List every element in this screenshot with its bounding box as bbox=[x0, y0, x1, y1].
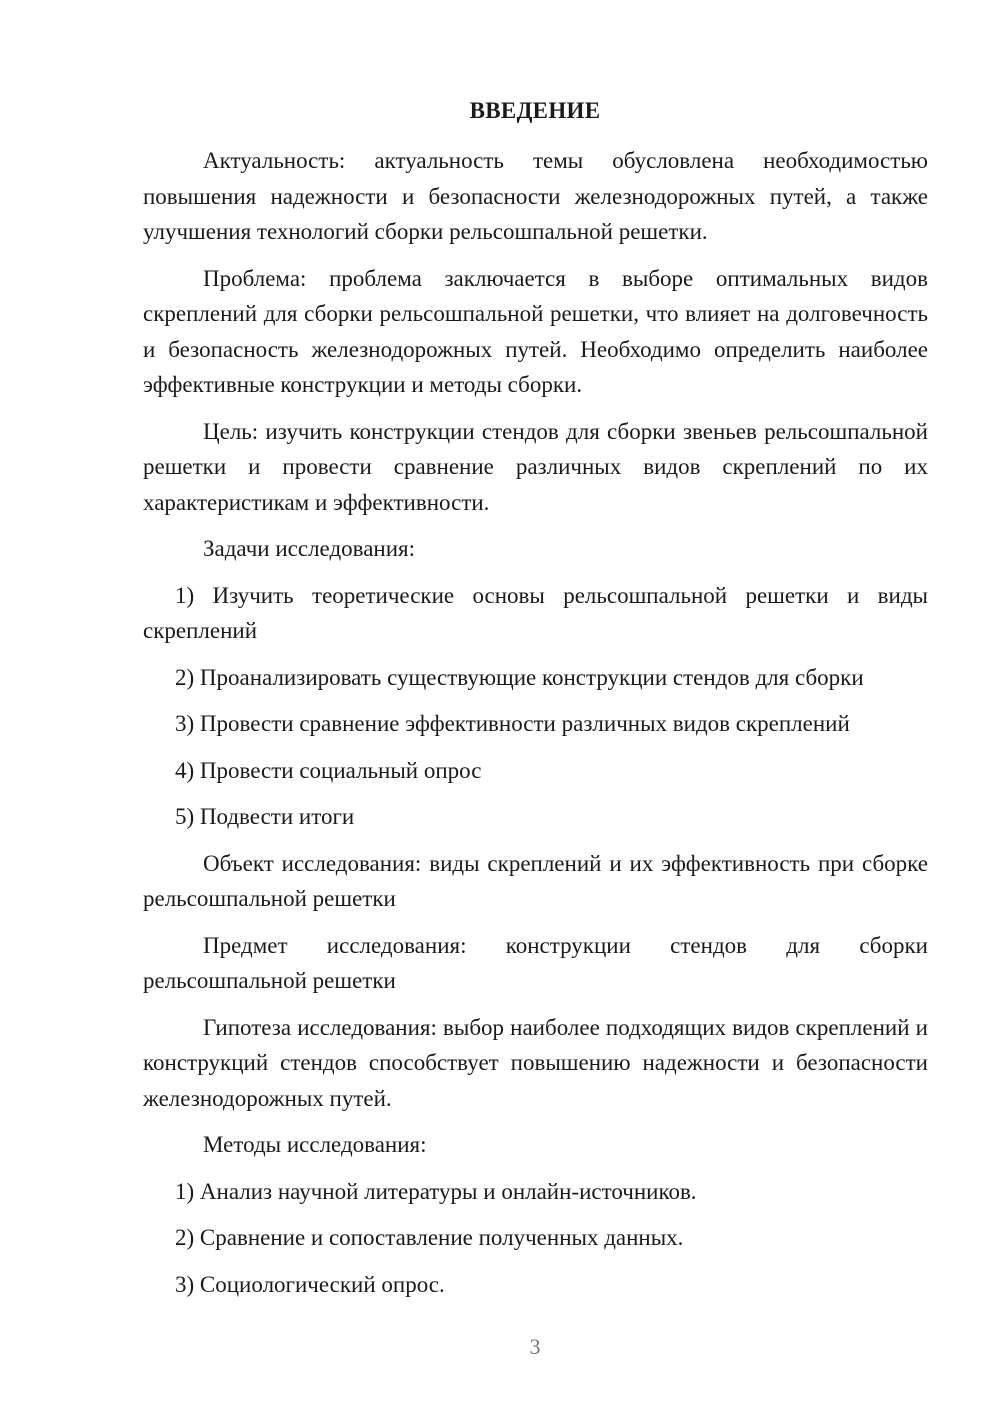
relevance-paragraph: Актуальность: актуальность темы обусловлена необходимостью повышения надежности и безопасности железнодорожных путей, а также улучшения технологий сборки рельсошпальной решетки. bbox=[143, 148, 928, 244]
method-item: 3) Социологический опрос. bbox=[175, 1271, 445, 1297]
object-paragraph: Объект исследования: виды скреплений и их эффективность при сборке рельсошпальной решетки bbox=[143, 850, 928, 911]
task-item: 3) Провести сравнение эффективности различных видов скреплений bbox=[175, 711, 850, 736]
task-item: 2) Проанализировать существующие конструкции стендов для сборки bbox=[175, 664, 864, 690]
task-item: 4) Провести социальный опрос bbox=[175, 757, 482, 783]
methods-heading: Методы исследования: bbox=[203, 1132, 427, 1157]
method-item: 1) Анализ научной литературы и онлайн-источников. bbox=[175, 1178, 697, 1204]
section-heading: ВВЕДЕНИЕ bbox=[469, 98, 601, 123]
hypothesis-paragraph: Гипотеза исследования: выбор наиболее подходящих видов скреплений и конструкций стендов способствует повышению надежности и безопасности железнодорожных путей. bbox=[143, 1014, 928, 1111]
problem-paragraph: Проблема: проблема заключается в выборе оптимальных видов скреплений для сборки рельсошпальной решетки, что влияет на долговечность и безопасность железнодорожных путей. Необходимо определить наиболее эффективные конструкции и методы сборки. bbox=[143, 265, 928, 397]
goal-paragraph: Цель: изучить конструкции стендов для сборки звеньев рельсошпальной решетки и провести сравнение различных видов скреплений по их характеристикам и эффективности. bbox=[143, 418, 928, 515]
document-body bbox=[143, 143, 928, 1313]
task-item: 1) Изучить теоретические основы рельсошпальной решетки и виды скреплений bbox=[143, 582, 928, 643]
page-number: 3 bbox=[529, 1334, 541, 1359]
tasks-heading: Задачи исследования: bbox=[203, 536, 416, 561]
method-item: 2) Сравнение и сопоставление полученных данных. bbox=[175, 1225, 684, 1250]
subject-paragraph: Предмет исследования: конструкции стендов для сборки рельсошпальной решетки bbox=[143, 932, 928, 993]
task-item: 5) Подвести итоги bbox=[175, 804, 355, 829]
